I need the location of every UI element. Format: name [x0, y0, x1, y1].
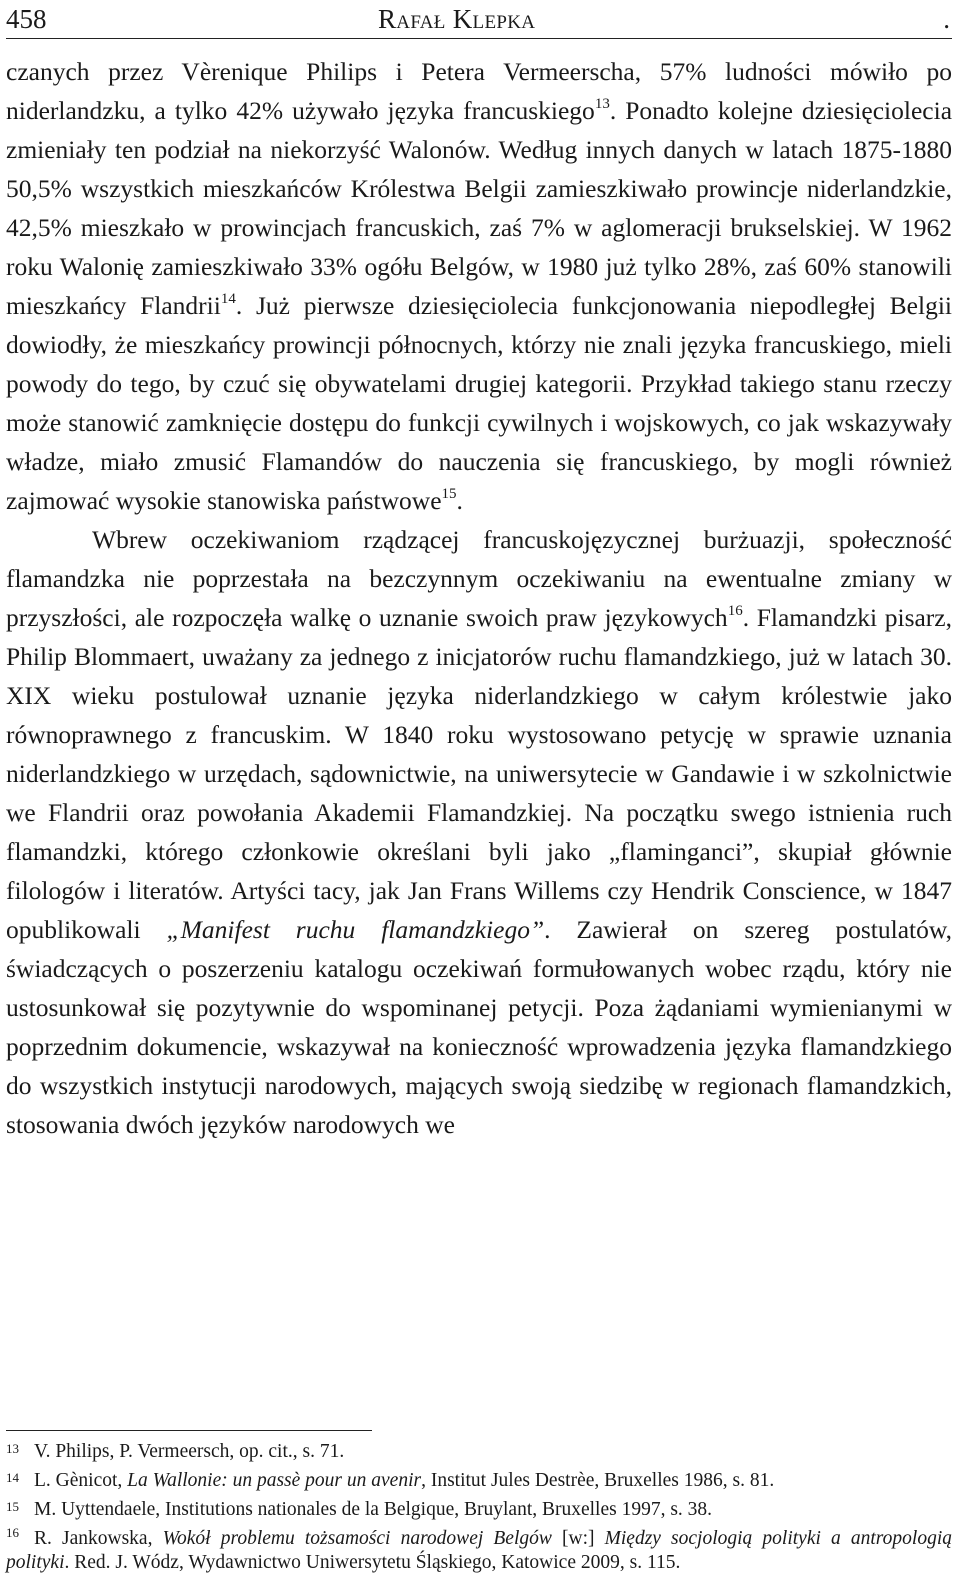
- footnote-text: [34, 1441, 344, 1462]
- page-header: [6, 2, 952, 39]
- header-dot: .: [943, 4, 950, 34]
- text-run: M. Uyttendaele, Institutions nationales de la Belgique, Bruylant, Bruxelles 1997, s. 38.: [34, 1499, 713, 1520]
- italic-text: La Wallonie: un passè pour un avenir: [127, 1470, 422, 1491]
- paragraph: [6, 520, 952, 1144]
- text-run: .: [456, 486, 463, 515]
- footnote-reference: 16: [727, 603, 743, 619]
- text-run: . Flamandzki pisarz, Philip Blommaert, uważany za jednego z inicjatorów ruchu flamandzkiego, już w latach 30. XIX wieku postulował uznanie języka niderlandzkiego w całym królestwie jako równoprawnego z francuskim. W 1840 roku wystosowano petycję w sprawie uznania niderlandzkiego w urzędach, sądownictwie, na uniwersytecie w Gandawie i w szkolnictwie we Flandrii oraz powołania Akademii Flamandzkiej. Na początku swego istnienia ruch flamandzki, którego członkowie określani byli jako „flaminganci”, skupiał głównie filologów i literatów. Artyści tacy, jak Jan Frans Willems czy Hendrik Conscience, w 1847 opublikowali: [6, 603, 952, 944]
- footnote-separator: [6, 1430, 372, 1431]
- footnote-reference: 14: [220, 291, 236, 307]
- text-run: R. Jankowska,: [34, 1528, 163, 1549]
- text-run: . Zawierał on szereg postulatów, świadczących o poszerzeniu katalogu oczekiwań formułowanych wobec rządu, który nie ustosunkował się pozytywnie do wspominanej petycji. Poza żądaniami wymienianymi w poprzednim dokumencie, wskazywał na konieczność wprowadzenia języka flamandzkiego do wszystkich instytucji narodowych, mających swoją siedzibę w regionach flamandzkich, stosowania dwóch języków narodowych we: [6, 915, 952, 1139]
- text-run: L. Gènicot,: [34, 1470, 128, 1491]
- footnote: [6, 1440, 952, 1464]
- footnote-number: 14: [6, 1470, 19, 1485]
- footnote-reference: 13: [594, 96, 610, 112]
- body-text: [6, 52, 952, 1144]
- italic-text: Wokół problemu tożsamości narodowej Belgów: [162, 1528, 552, 1549]
- text-run: [w:]: [551, 1528, 605, 1549]
- text-run: . Ponadto kolejne dziesięciolecia zmieniały ten podział na niekorzyść Walonów. Według innych danych w latach 1875-1880 50,5% wszystkich mieszkańców Królestwa Belgii zamieszkiwało prowincje niderlandzkie, 42,5% mieszkało w prowincjach francuskich, zaś 7% w aglomeracji brukselskiej. W 1962 roku Walonię zamieszkiwało 33% ogółu Belgów, w 1980 już tylko 28%, zaś 60% stanowili mieszkańcy Flandrii: [6, 96, 953, 320]
- footnote-text: [34, 1470, 774, 1491]
- footnote-text: [34, 1499, 712, 1520]
- footnote-number: 13: [6, 1441, 19, 1456]
- text-run: V. Philips, P. Vermeersch, op. cit., s. 71.: [34, 1441, 345, 1462]
- text-run: . Red. J. Wódz, Wydawnictwo Uniwersytetu Śląskiego, Katowice 2009, s. 115.: [64, 1552, 681, 1573]
- footnote: [6, 1527, 952, 1575]
- footnotes: [6, 1440, 952, 1580]
- text-run: czanych przez Vèrenique Philips i Petera Vermeerscha, 57% ludności mówiło po niderlandzku, a tylko 42% używało języka francuskiego: [6, 57, 952, 125]
- italic-text: Między socjologią polityki a antropologią polityki: [6, 1528, 953, 1573]
- italic-text: „Manifest ruchu flamandzkiego”: [166, 915, 545, 944]
- footnote-number: 15: [6, 1499, 19, 1514]
- footnote: [6, 1498, 952, 1522]
- text-run: . Już pierwsze dziesięciolecia funkcjonowania niepodległej Belgii dowiodły, że mieszkańcy prowincji północnych, którzy nie znali języka francuskiego, mieli powody do tego, by czuć się obywatelami drugiej kategorii. Przykład takiego stanu rzeczy może stanowić zamknięcie dostępu do funkcji cywilnych i wojskowych, co jak wskazywały władze, miało zmusić Flamandów do nauczenia się francuskiego, by mogli również zajmować wysokie stanowiska państwowe: [6, 291, 952, 515]
- footnote-number: 16: [6, 1525, 19, 1540]
- footnote: [6, 1469, 952, 1493]
- paragraph: [6, 52, 952, 520]
- page-number: 458: [6, 4, 47, 34]
- text-run: , Institut Jules Destrèe, Bruxelles 1986, s. 81.: [421, 1470, 775, 1491]
- text-run: Wbrew oczekiwaniom rządzącej francuskojęzycznej burżuazji, społeczność flamandzka nie poprzestała na bezczynnym oczekiwaniu na ewentualne zmiany w przyszłości, ale rozpoczęła walkę o uznanie swoich praw językowych: [6, 525, 952, 632]
- footnote-reference: 15: [441, 486, 457, 502]
- running-head: Rafał Klepka: [378, 4, 536, 34]
